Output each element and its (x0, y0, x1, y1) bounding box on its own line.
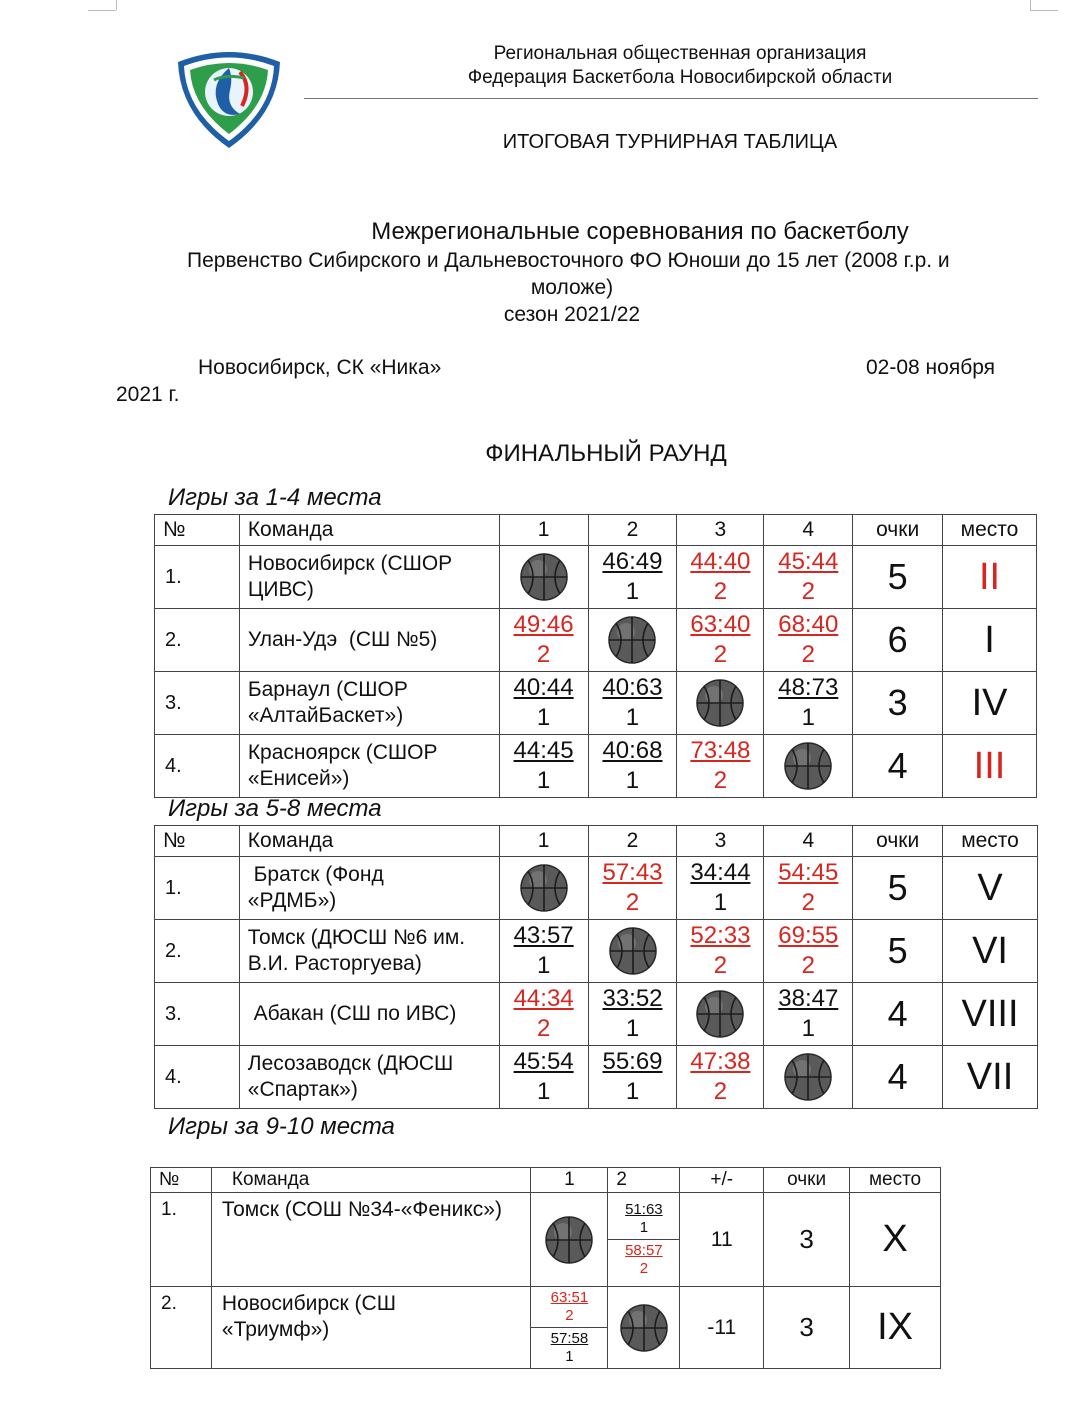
score-value: 46:49 (602, 548, 663, 575)
col-1: 1 (531, 1168, 608, 1193)
self-cell (588, 920, 677, 983)
score-value: 57:43 (602, 859, 663, 886)
game-points: 2 (625, 889, 640, 916)
score-value: 55:69 (602, 1048, 663, 1075)
team-name (239, 735, 499, 798)
game-points: 2 (565, 1307, 574, 1324)
total-points: 5 (853, 920, 943, 983)
team-name (239, 1046, 499, 1109)
total-points: 3 (764, 1287, 850, 1369)
team-name (239, 920, 499, 983)
col-4: 4 (764, 515, 853, 546)
row-number: 2. (151, 1287, 212, 1369)
score-cell (499, 609, 588, 672)
col-4: 4 (764, 826, 853, 857)
score-cell (764, 609, 853, 672)
team-line-1: Красноярск (СШОР (247, 741, 438, 764)
self-cell (499, 546, 588, 609)
team-name (239, 609, 499, 672)
row-number: 1. (155, 546, 240, 609)
col-num: № (151, 1168, 212, 1193)
table-row (155, 920, 1038, 983)
game-points: 1 (625, 704, 640, 731)
score-value: 58:57 (625, 1242, 663, 1259)
team-name (239, 546, 499, 609)
score-value: 45:54 (513, 1048, 574, 1075)
table-row (155, 983, 1038, 1046)
final-place: X (850, 1193, 941, 1287)
row-number: 1. (151, 1193, 212, 1287)
total-points: 4 (853, 983, 943, 1046)
team-line-1: Улан-Удэ (СШ №5) (247, 628, 438, 651)
team-line-1: Томск (ДЮСШ №6 им. (247, 926, 466, 949)
col-3: 3 (677, 515, 764, 546)
score-value: 44:40 (690, 548, 751, 575)
game-points: 1 (625, 1078, 640, 1105)
table-row (155, 672, 1037, 735)
score-value: 34:44 (690, 859, 751, 886)
score-cell (764, 672, 853, 735)
basketball-icon (619, 1303, 669, 1353)
col-team: Команда (239, 826, 499, 857)
score-value: 45:44 (778, 548, 839, 575)
game-points: 2 (713, 641, 728, 668)
group1-table (154, 514, 1037, 798)
game-box (608, 1240, 679, 1280)
team-line-2: «Триумф») (221, 1318, 330, 1341)
score-value: 68:40 (778, 611, 839, 638)
team-name (239, 857, 499, 920)
game-points: 2 (713, 767, 728, 794)
col-place: место (943, 826, 1038, 857)
game-box (531, 1287, 607, 1328)
score-value: 48:73 (778, 674, 839, 701)
basketball-icon (695, 989, 745, 1039)
final-place: II (943, 546, 1037, 609)
game-points: 2 (639, 1260, 649, 1277)
goal-difference: 11 (680, 1193, 764, 1287)
score-cell (499, 920, 588, 983)
game-points: 2 (713, 1078, 728, 1105)
col-2: 2 (588, 515, 677, 546)
score-value: 51:63 (625, 1201, 663, 1218)
score-cell (764, 983, 853, 1046)
game-points: 2 (801, 641, 815, 668)
score-cell (499, 1046, 588, 1109)
score-value: 44:34 (513, 985, 574, 1012)
col-place: место (943, 515, 1037, 546)
score-value: 73:48 (690, 737, 751, 764)
event-dates: 02-08 ноября (866, 356, 996, 379)
crop-mark (116, 0, 117, 10)
game-points: 2 (713, 578, 728, 605)
col-points: очки (764, 1168, 850, 1193)
team-line-2: ЦИВС) (247, 578, 314, 601)
col-points: очки (853, 826, 943, 857)
game-points: 1 (536, 1078, 551, 1105)
score-value: 40:44 (513, 674, 574, 701)
score-value: 40:63 (602, 674, 663, 701)
basketball-icon (519, 552, 569, 602)
score-cell (499, 735, 588, 798)
score-cell (677, 609, 764, 672)
table-row (155, 609, 1037, 672)
score-value: 69:55 (778, 922, 839, 949)
score-value: 57:58 (550, 1330, 589, 1347)
team-name (239, 672, 499, 735)
event-year: 2021 г. (116, 383, 180, 406)
total-points: 4 (853, 1046, 943, 1109)
score-cell (588, 735, 677, 798)
score-cell (608, 1193, 680, 1287)
game-box (531, 1328, 607, 1368)
score-cell (588, 672, 677, 735)
total-points: 3 (853, 672, 943, 735)
total-points: 4 (853, 735, 943, 798)
score-cell (499, 983, 588, 1046)
score-cell (588, 983, 677, 1046)
col-team: Команда (239, 515, 499, 546)
federation-logo (170, 44, 288, 152)
basketball-icon (783, 1052, 833, 1102)
game-points: 1 (536, 952, 551, 979)
total-points: 3 (764, 1193, 850, 1287)
game-points: 2 (801, 952, 815, 979)
game-points: 1 (639, 1219, 649, 1236)
event-season: сезон 2021/22 (503, 303, 641, 326)
group2-table (154, 825, 1038, 1109)
score-cell (588, 1046, 677, 1109)
final-place: I (943, 609, 1037, 672)
score-cell (677, 546, 764, 609)
team-line-2: «РДМБ») (247, 889, 337, 912)
score-cell (588, 857, 677, 920)
table-row (151, 1193, 941, 1287)
team-line-1: Томск (СОШ №34-«Феникс») (221, 1198, 502, 1221)
table-row (155, 1046, 1038, 1109)
game-points: 1 (801, 1015, 815, 1042)
score-value: 52:33 (690, 922, 751, 949)
row-number: 3. (155, 672, 240, 735)
total-points: 5 (853, 857, 943, 920)
score-value: 47:38 (690, 1048, 751, 1075)
event-subtitle-2: моложе) (530, 276, 614, 299)
self-cell (531, 1193, 608, 1287)
group2-title: Игры за 5-8 места (168, 795, 382, 822)
self-cell (677, 983, 764, 1046)
team-line-2: «АлтайБаскет») (247, 704, 404, 727)
self-cell (588, 609, 677, 672)
score-cell (588, 546, 677, 609)
game-points: 1 (625, 578, 640, 605)
score-cell (677, 920, 764, 983)
team-line-1: Новосибирск (СШ (221, 1292, 396, 1315)
team-line-1: Барнаул (СШОР (247, 678, 408, 701)
total-points: 5 (853, 546, 943, 609)
game-points: 1 (625, 1015, 640, 1042)
col-points: очки (853, 515, 943, 546)
group3-title: Игры за 9-10 места (168, 1113, 395, 1140)
group1-title: Игры за 1-4 места (168, 484, 382, 511)
table-row (155, 546, 1037, 609)
game-points: 1 (625, 767, 640, 794)
game-points: 1 (536, 767, 551, 794)
final-place: V (943, 857, 1038, 920)
col-place: место (850, 1168, 941, 1193)
final-place: IV (943, 672, 1037, 735)
final-place: VIII (943, 983, 1038, 1046)
game-points: 2 (713, 952, 728, 979)
score-value: 49:46 (513, 611, 574, 638)
doc-title: ИТОГОВАЯ ТУРНИРНАЯ ТАБЛИЦА (502, 131, 838, 153)
crop-mark (1030, 10, 1058, 11)
col-3: 3 (677, 826, 764, 857)
game-points: 2 (801, 578, 815, 605)
self-cell (677, 672, 764, 735)
score-cell (677, 735, 764, 798)
header-divider (304, 98, 1038, 99)
row-number: 4. (155, 1046, 240, 1109)
score-value: 38:47 (778, 985, 839, 1012)
row-number: 1. (155, 857, 240, 920)
row-number: 2. (155, 920, 240, 983)
score-cell (677, 1046, 764, 1109)
score-cell (764, 546, 853, 609)
total-points: 6 (853, 609, 943, 672)
basketball-icon (608, 926, 658, 976)
game-points: 1 (713, 889, 728, 916)
col-team: Команда (211, 1168, 531, 1193)
col-diff: +/- (680, 1168, 764, 1193)
team-line-2: «Спартак») (247, 1078, 358, 1101)
score-value: 33:52 (602, 985, 663, 1012)
team-line-2: В.И. Расторгуева) (247, 952, 422, 975)
self-cell (764, 1046, 853, 1109)
game-points: 2 (536, 1015, 551, 1042)
final-place: VII (943, 1046, 1038, 1109)
row-number: 3. (155, 983, 240, 1046)
col-2: 2 (588, 826, 677, 857)
score-value: 63:40 (690, 611, 751, 638)
col-1: 1 (499, 826, 588, 857)
game-points: 2 (536, 641, 551, 668)
score-cell (499, 672, 588, 735)
score-cell (764, 857, 853, 920)
row-number: 4. (155, 735, 240, 798)
game-box (608, 1199, 679, 1240)
final-place: VI (943, 920, 1038, 983)
team-line-1: Братск (Фонд (247, 863, 384, 886)
col-num: № (155, 515, 240, 546)
event-subtitle-1: Первенство Сибирского и Дальневосточного ФО Юноши до 15 лет (2008 г.р. и (187, 249, 950, 272)
team-name (211, 1193, 531, 1287)
basketball-icon (544, 1215, 594, 1265)
score-cell (677, 857, 764, 920)
team-line-1: Новосибирск (СШОР (247, 552, 453, 575)
basketball-icon (519, 863, 569, 913)
team-name (239, 983, 499, 1046)
score-value: 54:45 (778, 859, 839, 886)
self-cell (499, 857, 588, 920)
col-num: № (155, 826, 240, 857)
org-line1: Региональная общественная организация (493, 43, 867, 64)
game-points: 1 (565, 1348, 574, 1365)
game-points: 1 (801, 704, 815, 731)
org-line2: Федерация Баскетбола Новосибирской области (467, 67, 893, 88)
crop-mark (88, 10, 116, 11)
group3-table (150, 1167, 941, 1369)
score-value: 63:51 (550, 1289, 589, 1306)
row-number: 2. (155, 609, 240, 672)
score-value: 43:57 (513, 922, 574, 949)
final-place: III (943, 735, 1037, 798)
crop-mark (1030, 0, 1031, 10)
team-line-2: «Енисей») (247, 767, 350, 790)
score-value: 40:68 (602, 737, 663, 764)
score-cell (764, 920, 853, 983)
score-value: 44:45 (513, 737, 574, 764)
score-cell (531, 1287, 608, 1369)
basketball-icon (607, 615, 657, 665)
final-place: IX (850, 1287, 941, 1369)
round-title: ФИНАЛЬНЫЙ РАУНД (485, 440, 727, 467)
self-cell (764, 735, 853, 798)
team-line-1: Лесозаводск (ДЮСШ (247, 1052, 454, 1075)
game-points: 2 (801, 889, 815, 916)
basketball-icon (783, 741, 833, 791)
col-2: 2 (608, 1168, 680, 1193)
team-line-1: Абакан (СШ по ИВС) (247, 1002, 457, 1025)
game-points: 1 (536, 704, 551, 731)
table-row (155, 857, 1038, 920)
table-row (155, 735, 1037, 798)
event-title: Межрегиональные соревнования по баскетболу (371, 218, 909, 245)
team-name (211, 1287, 531, 1369)
self-cell (608, 1287, 680, 1369)
event-venue: Новосибирск, СК «Ника» (198, 356, 442, 379)
col-1: 1 (499, 515, 588, 546)
table-row (151, 1287, 941, 1369)
basketball-icon (695, 678, 745, 728)
goal-difference: -11 (680, 1287, 764, 1369)
